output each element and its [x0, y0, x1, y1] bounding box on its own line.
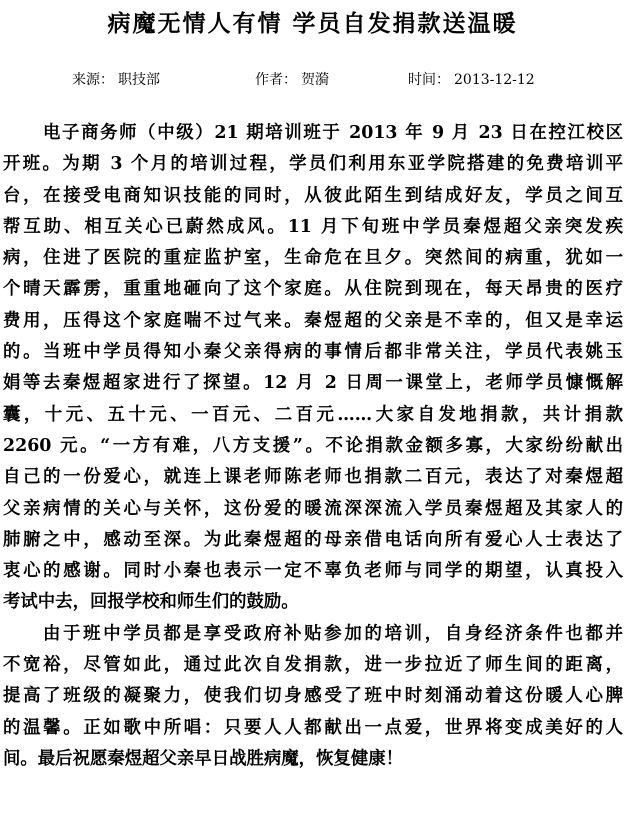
paragraph-line: 开班。为期 3 个月的培训过程，学员们利用东亚学院搭建的免费培训平	[3, 154, 623, 175]
paragraph-line: 自己的一份爱心，就连上课老师陈老师也捐款二百元，表达了对秦煜超	[3, 467, 623, 488]
meta-source-label: 来源：	[72, 72, 114, 88]
meta-time-label: 时间：	[408, 72, 450, 88]
paragraph-line: 囊，十元、五十元、一百元、二百元……大家自发地捐款，共计捐款	[3, 404, 623, 425]
paragraph-line: 间。最后祝愿秦煜超父亲早日战胜病魔，恢复健康！	[3, 748, 403, 769]
paragraph-line: 台，在接受电商知识技能的同时，从彼此陌生到结成好友，学员之间互	[3, 185, 623, 206]
meta-author-label: 作者：	[255, 72, 297, 88]
paragraph-line: 费用，压得这个家庭喘不过气来。秦煜超的父亲是不幸的，但又是幸运	[3, 310, 623, 331]
meta-time-value: 2013-12-12	[454, 72, 535, 88]
meta-time	[408, 70, 535, 90]
article-title: 病魔无情人有情 学员自发捐款送温暖	[107, 11, 518, 37]
paragraph-line: 2260 元。“一方有难，八方支援”。不论捐款金额多寡，大家纷纷献出	[3, 435, 623, 456]
meta-author-value: 贺漪	[301, 72, 329, 88]
paragraph-line: 病，住进了医院的重症监护室，生命危在旦夕。突然间的病重，犹如一	[3, 248, 623, 269]
paragraph-line: 的温馨。正如歌中所唱：只要人人都献出一点爱，世界将变成美好的人	[3, 717, 623, 738]
meta-source	[72, 70, 160, 90]
paragraph-line: 不宽裕，尽管如此，通过此次自发捐款，进一步拉近了师生间的距离，	[3, 655, 623, 676]
paragraph-line: 衷心的感谢。同时小秦也表示一定不辜负老师与同学的期望，认真投入	[3, 561, 623, 582]
paragraph-line: 父亲病情的关心与关怀，这份爱的暖流深深流入学员秦煜超及其家人的	[3, 498, 623, 519]
paragraph-1	[3, 118, 623, 619]
meta-source-value: 职技部	[118, 72, 160, 88]
meta-author	[255, 70, 329, 90]
paragraph-line: 考试中去，回报学校和师生们的鼓励。	[3, 592, 299, 613]
paragraph-line: 提高了班级的凝聚力，使我们切身感受了班中时刻涌动着这份暖人心脾	[3, 686, 623, 707]
paragraph-line: 帮互助、相互关心已蔚然成风。11 月下旬班中学员秦煜超父亲突发疾	[3, 216, 623, 237]
paragraph-line: 由于班中学员都是享受政府补贴参加的培训，自身经济条件也都并	[43, 623, 623, 644]
paragraph-line: 个晴天霹雳，重重地砸向了这个家庭。从住院到现在，每天昂贵的医疗	[3, 279, 623, 300]
paragraph-line: 娟等去秦煜超家进行了探望。12 月 2 日周一课堂上，老师学员慷慨解	[3, 373, 623, 394]
article-body	[3, 118, 623, 775]
paragraph-line: 肺腑之中，感动至深。为此秦煜超的母亲借电话向所有爱心人士表达了	[3, 529, 623, 550]
paragraph-line: 电子商务师（中级）21 期培训班于 2013 年 9 月 23 日在控江校区	[43, 123, 623, 143]
paragraph-line: 的。当班中学员得知小秦父亲得病的事情后都非常关注，学员代表姚玉	[3, 342, 623, 363]
paragraph-2	[3, 619, 623, 775]
